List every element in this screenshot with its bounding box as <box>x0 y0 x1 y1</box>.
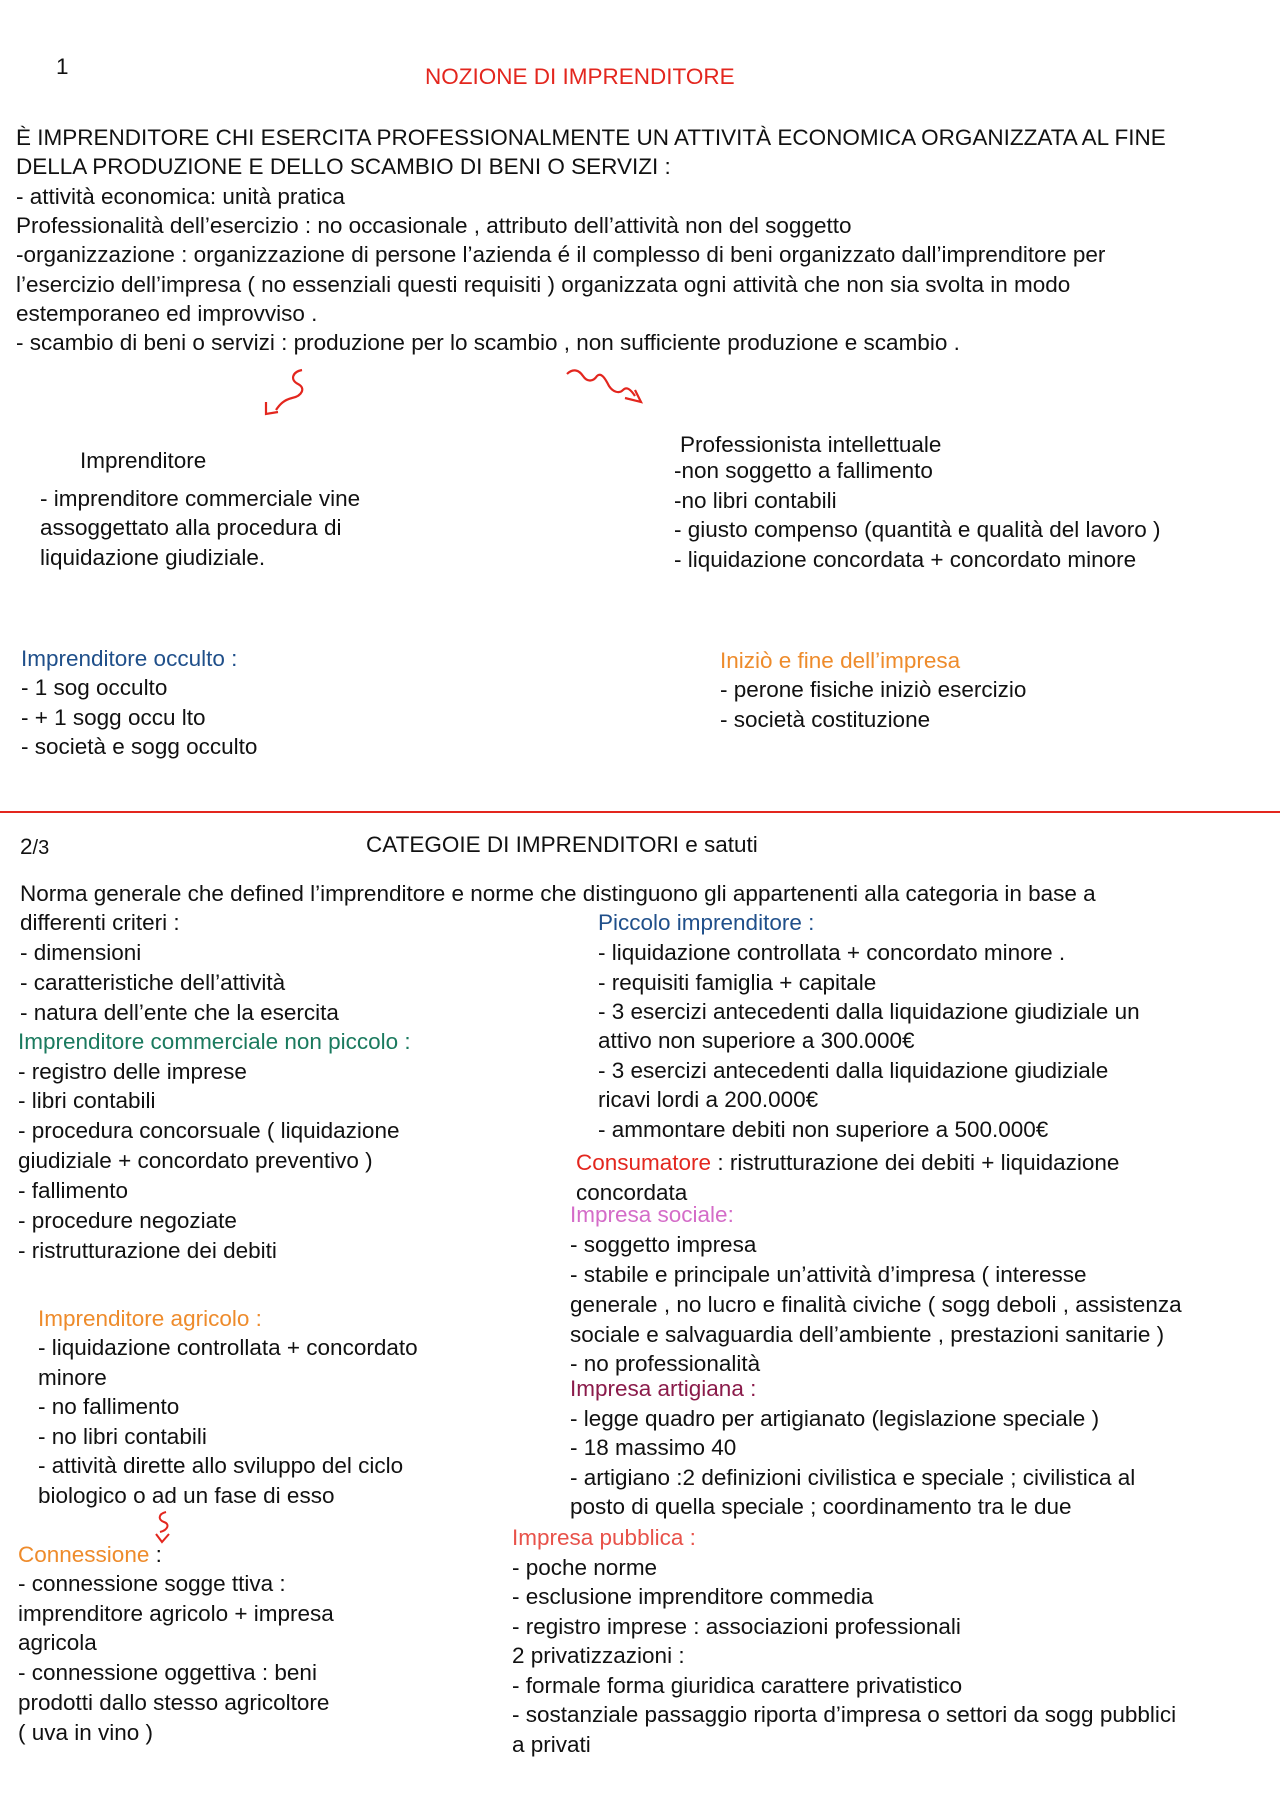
consumatore-heading: Consumatore <box>576 1150 712 1175</box>
page-title: NOZIONE DI IMPRENDITORE <box>425 64 735 89</box>
intro-line: estemporaneo ed improvviso . <box>16 301 318 326</box>
agricolo-line: biologico o ad un fase di esso <box>38 1483 335 1508</box>
imprenditore-heading: Imprenditore <box>80 448 207 473</box>
sociale-line: generale , no lucro e finalità civiche ( sogg deboli , assistenza <box>570 1292 1182 1317</box>
left-squiggle-arrow-icon <box>258 368 318 416</box>
artigiana-line: - legge quadro per artigianato (legislazione speciale ) <box>570 1406 1100 1431</box>
commerciale-line: - procedura concorsuale ( liquidazione <box>18 1118 400 1143</box>
piccolo-heading: Piccolo imprenditore : <box>598 910 815 935</box>
commerciale-line: giudiziale + concordato preventivo ) <box>18 1148 373 1173</box>
pubblica-line: - sostanziale passaggio riporta d’impresa o settori da sogg pubblici <box>512 1702 1177 1727</box>
piccolo-line: - liquidazione controllata + concordato minore . <box>598 940 1066 965</box>
intro-line: l’esercizio dell’impresa ( no essenziali questi requisiti ) organizzata ogni attività che non sia svolta in modo <box>16 272 1071 297</box>
pubblica-line: - esclusione imprenditore commedia <box>512 1584 874 1609</box>
page-number-suffix: /3 <box>32 837 50 859</box>
commerciale-line: - fallimento <box>18 1178 129 1203</box>
agricolo-heading: Imprenditore agricolo : <box>38 1306 262 1331</box>
inizio-heading: Iniziò e fine dell’impresa <box>720 648 961 673</box>
pubblica-line: - formale forma giuridica carattere privatistico <box>512 1673 963 1698</box>
connessione-line: ( uva in vino ) <box>18 1720 154 1745</box>
agricolo-line: - attività dirette allo sviluppo del ciclo <box>38 1453 404 1478</box>
sociale-line: sociale e salvaguardia dell’ambiente , prestazioni sanitarie ) <box>570 1322 1165 1347</box>
pubblica-heading: Impresa pubblica : <box>512 1525 696 1550</box>
agricolo-line: minore <box>38 1365 107 1390</box>
professionista-line: -non soggetto a fallimento <box>674 458 933 483</box>
professionista-heading: Professionista intellettuale <box>680 432 942 457</box>
page-number <box>20 832 49 863</box>
criteria-line: - caratteristiche dell’attività <box>20 970 286 995</box>
artigiana-line: posto di quella speciale ; coordinamento tra le due <box>570 1494 1072 1519</box>
piccolo-line: attivo non superiore a 300.000€ <box>598 1028 915 1053</box>
artigiana-line: - 18 massimo 40 <box>570 1435 737 1460</box>
consumatore-text: : ristrutturazione dei debiti + liquidazione <box>711 1150 1120 1175</box>
occulto-heading: Imprenditore occulto : <box>21 646 238 671</box>
imprenditore-line: liquidazione giudiziale. <box>40 545 266 570</box>
connessione-line: - connessione oggettiva : beni <box>18 1660 317 1685</box>
pubblica-line: - registro imprese : associazioni professionali <box>512 1614 961 1639</box>
occulto-line: - + 1 sogg occu lto <box>21 705 206 730</box>
piccolo-line: - 3 esercizi antecedenti dalla liquidazione giudiziale <box>598 1058 1109 1083</box>
sociale-heading: Impresa sociale: <box>570 1202 734 1227</box>
commerciale-heading: Imprenditore commerciale non piccolo : <box>18 1029 411 1054</box>
intro-line: - scambio di beni o servizi : produzione per lo scambio , non sufficiente produzione e scambio . <box>16 330 960 355</box>
connessione-heading: Connessione <box>18 1542 150 1567</box>
imprenditore-line: - imprenditore commerciale vine <box>40 486 361 511</box>
page-number-main: 2 <box>20 834 33 859</box>
sociale-line: - stabile e principale un’attività d’impresa ( interesse <box>570 1262 1087 1287</box>
piccolo-line: ricavi lordi a 200.000€ <box>598 1087 819 1112</box>
connessione-colon: : <box>149 1542 162 1567</box>
commerciale-line: - procedure negoziate <box>18 1208 237 1233</box>
intro-line: -organizzazione : organizzazione di persone l’azienda é il complesso di beni organizzato dall’imprenditore per <box>16 242 1106 267</box>
sociale-line: - no professionalità <box>570 1351 761 1376</box>
intro-line: È IMPRENDITORE CHI ESERCITA PROFESSIONALMENTE UN ATTIVITÀ ECONOMICA ORGANIZZATA AL FINE <box>16 125 1166 150</box>
piccolo-line: - ammontare debiti non superiore a 500.000€ <box>598 1117 1049 1142</box>
piccolo-line: - requisiti famiglia + capitale <box>598 970 877 995</box>
intro-line: - attività economica: unità pratica <box>16 184 345 209</box>
right-squiggle-arrow-icon <box>565 368 655 418</box>
criteria-line: - dimensioni <box>20 940 142 965</box>
occulto-line: - società e sogg occulto <box>21 734 258 759</box>
professionista-line: -no libri contabili <box>674 488 837 513</box>
agricolo-line: - liquidazione controllata + concordato <box>38 1335 418 1360</box>
pubblica-line: - poche norme <box>512 1555 658 1580</box>
connessione-line: agricola <box>18 1630 97 1655</box>
artigiana-line: - artigiano :2 definizioni civilistica e speciale ; civilistica al <box>570 1465 1136 1490</box>
connessione-line: prodotti dallo stesso agricoltore <box>18 1690 330 1715</box>
inizio-line: - società costituzione <box>720 707 931 732</box>
sociale-line: - soggetto impresa <box>570 1232 757 1257</box>
occulto-line: - 1 sog occulto <box>21 675 168 700</box>
artigiana-heading: Impresa artigiana : <box>570 1376 757 1401</box>
criteria-line: - natura dell’ente che la esercita <box>20 1000 339 1025</box>
pubblica-line: a privati <box>512 1732 591 1757</box>
imprenditore-line: assoggettato alla procedura di <box>40 515 342 540</box>
connessione-heading-row <box>18 1540 162 1570</box>
commerciale-line: - registro delle imprese <box>18 1059 247 1084</box>
section-title: CATEGOIE DI IMPRENDITORI e satuti <box>366 832 758 857</box>
professionista-line: - liquidazione concordata + concordato minore <box>674 547 1137 572</box>
connessione-line: - connessione sogge ttiva : <box>18 1571 286 1596</box>
norma-intro-line: Norma generale che defined l’imprenditore e norme che distinguono gli appartenenti alla categoria in base a <box>20 881 1096 906</box>
agricolo-line: - no fallimento <box>38 1394 180 1419</box>
piccolo-line: - 3 esercizi antecedenti dalla liquidazione giudiziale un <box>598 999 1140 1024</box>
intro-line: DELLA PRODUZIONE E DELLO SCAMBIO DI BENI O SERVIZI : <box>16 154 671 179</box>
commerciale-line: - ristrutturazione dei debiti <box>18 1238 277 1263</box>
professionista-line: - giusto compenso (quantità e qualità del lavoro ) <box>674 517 1161 542</box>
agricolo-line: - no libri contabili <box>38 1424 207 1449</box>
page-divider <box>0 811 1280 813</box>
connessione-squiggle-arrow-icon <box>154 1510 172 1544</box>
commerciale-line: - libri contabili <box>18 1088 156 1113</box>
inizio-line: - perone fisiche iniziò esercizio <box>720 677 1027 702</box>
consumatore-row <box>576 1148 1119 1178</box>
criteria-line: differenti criteri : <box>20 910 180 935</box>
page-number: 1 <box>56 54 69 79</box>
consumatore-line: concordata <box>576 1180 688 1205</box>
connessione-line: imprenditore agricolo + impresa <box>18 1601 334 1626</box>
intro-line: Professionalità dell’esercizio : no occasionale , attributo dell’attività non del soggetto <box>16 213 852 238</box>
pubblica-line: 2 privatizzazioni : <box>512 1643 685 1668</box>
